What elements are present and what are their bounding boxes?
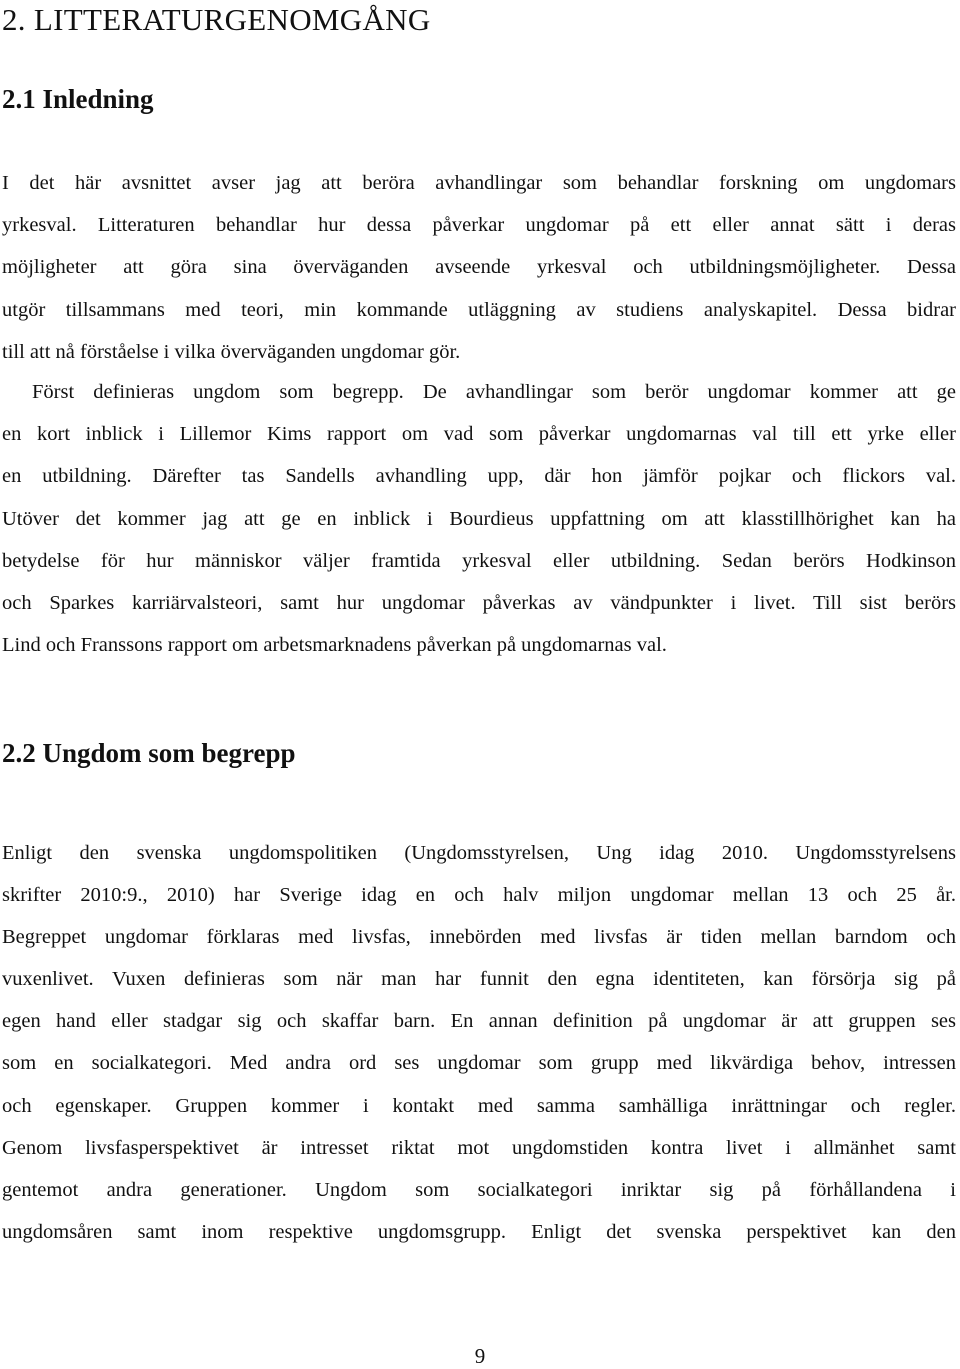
text-line: I det här avsnittet avser jag att beröra avhandlingar som behandlar forskning om ungdomars xyxy=(2,172,956,194)
text-line: Först definieras ungdom som begrepp. De avhandlingar som berör ungdomar kommer att ge xyxy=(32,381,956,403)
text-line: skrifter 2010:9., 2010) har Sverige idag en och halv miljon ungdomar mellan 13 och 25 år. xyxy=(2,884,956,907)
text-line: Begreppet ungdomar förklaras med livsfas, innebörden med livsfas är tiden mellan barndom och xyxy=(2,926,956,949)
text-line: utgör tillsammans med teori, min kommande utläggning av studiens analyskapitel. Dessa bidrar xyxy=(2,298,956,321)
text-line: Lind och Franssons rapport om arbetsmarknadens påverkan på ungdomarnas val. xyxy=(2,634,667,657)
text-line: och Sparkes karriärvalsteori, samt hur ungdomar påverkas av vändpunkter i livet. Till sist berörs xyxy=(2,592,956,615)
section-title-inledning: 2.1 Inledning xyxy=(2,84,154,114)
paragraph-overview xyxy=(2,371,956,666)
text-line: ungdomsåren samt inom respektive ungdomsgrupp. Enligt det svenska perspektivet kan den xyxy=(2,1220,956,1243)
text-line: vuxenlivet. Vuxen definieras som när man har funnit den egna identiteten, kan försörja sig på xyxy=(2,968,956,991)
text-line: betydelse för hur människor väljer framtida yrkesval eller utbildning. Sedan berörs Hodkinson xyxy=(2,549,956,572)
text-line: egen hand eller stadgar sig och skaffar barn. En annan definition på ungdomar är att gruppen ses xyxy=(2,1010,956,1033)
text-line: Utöver det kommer jag att ge en inblick i Bourdieus uppfattning om att klasstillhörighet kan ha xyxy=(2,507,956,530)
paragraph-definition xyxy=(2,832,956,1253)
text-line: yrkesval. Litteraturen behandlar hur dessa påverkar ungdomar på ett eller annat sätt i deras xyxy=(2,214,956,237)
page-number: 9 xyxy=(474,1344,486,1368)
text-line: möjligheter att göra sina överväganden avseende yrkesval och utbildningsmöjligheter. Dessa xyxy=(2,256,956,279)
chapter-title: 2. LITTERATURGENOMGÅNG xyxy=(2,2,431,37)
text-line: gentemot andra generationer. Ungdom som socialkategori inriktar sig på förhållandena i xyxy=(2,1178,956,1201)
text-line: Enligt den svenska ungdomspolitiken (Ungdomsstyrelsen, Ung idag 2010. Ungdomsstyrelsens xyxy=(2,842,956,864)
text-line: till att nå förståelse i vilka överväganden ungdomar gör. xyxy=(2,340,461,363)
text-line: Genom livsfasperspektivet är intresset riktat mot ungdomstiden kontra livet i allmänhet samt xyxy=(2,1136,956,1159)
text-line: en kort inblick i Lillemor Kims rapport om vad som påverkar ungdomarnas val till ett yrke eller xyxy=(2,423,956,446)
text-line: en utbildning. Därefter tas Sandells avhandling upp, där hon jämför pojkar och flickors val. xyxy=(2,465,956,488)
text-line: och egenskaper. Gruppen kommer i kontakt med samma samhälliga inrättningar och regler. xyxy=(2,1094,956,1117)
text-line: som en socialkategori. Med andra ord ses ungdomar som grupp med likvärdiga behov, intressen xyxy=(2,1052,956,1075)
paragraph-intro xyxy=(2,162,956,373)
section-title-ungdom-som-begrepp: 2.2 Ungdom som begrepp xyxy=(2,738,296,768)
